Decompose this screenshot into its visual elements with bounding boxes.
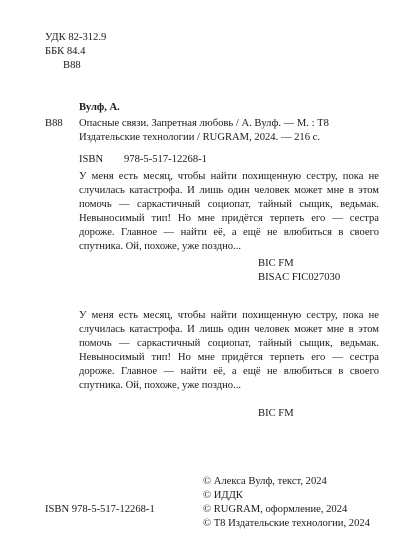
bisac-code: BISAC FIC027030 — [258, 272, 341, 283]
record-title-line1: Опасные связи. Запретная любовь / А. Вулф. — М. : Т8 — [79, 118, 329, 129]
copyright-line: © Алекса Вулф, текст, 2024 — [203, 476, 327, 487]
record-isbn: 978-5-517-12268-1 — [124, 154, 207, 165]
author-mark: В88 — [63, 60, 81, 71]
bic-code: BIC FM — [258, 258, 294, 269]
isbn-bottom: ISBN 978-5-517-12268-1 — [45, 504, 155, 515]
bbk-code: ББК 84.4 — [45, 46, 86, 57]
udk-code: УДК 82-312.9 — [45, 32, 107, 43]
record-title-line2: Издательские технологии / RUGRAM, 2024. — 216 с. — [79, 132, 321, 143]
copyright-line: © RUGRAM, оформление, 2024 — [203, 504, 348, 515]
copyright-line: © Т8 Издательские технологии, 2024 — [203, 518, 370, 529]
copyright-line: © ИДДК — [203, 490, 243, 501]
annotation-text-2: У меня есть месяц, чтобы найти похищенную сестру, пока не случилась катастрофа. И лишь один человек может мне в этом помочь — саркастичный социопат, тайный сыщик, ведьмак. Невыносимый тип! Но мне придётся терпеть его — сестра дороже. Главное — найти её, а ещё не влюбиться в своего спутника. Ой, похоже, уже поздно... — [79, 310, 379, 391]
record-isbn-label: ISBN — [79, 154, 104, 165]
annotation-block-2 — [79, 309, 379, 393]
annotation-block-1 — [79, 170, 379, 254]
record-author: Вулф, А. — [79, 102, 120, 113]
annotation-text-1: У меня есть месяц, чтобы найти похищенную сестру, пока не случилась катастрофа. И лишь один человек может мне в этом помочь — саркастичный социопат, тайный сыщик, ведьмак. Невыносимый тип! Но мне придётся терпеть его — сестра дороже. Главное — найти её, а ещё не влюбиться в своего спутника. Ой, похоже, уже поздно... — [79, 171, 379, 252]
record-code: В88 — [45, 118, 63, 129]
bic-code-bottom: BIC FM — [258, 408, 294, 419]
